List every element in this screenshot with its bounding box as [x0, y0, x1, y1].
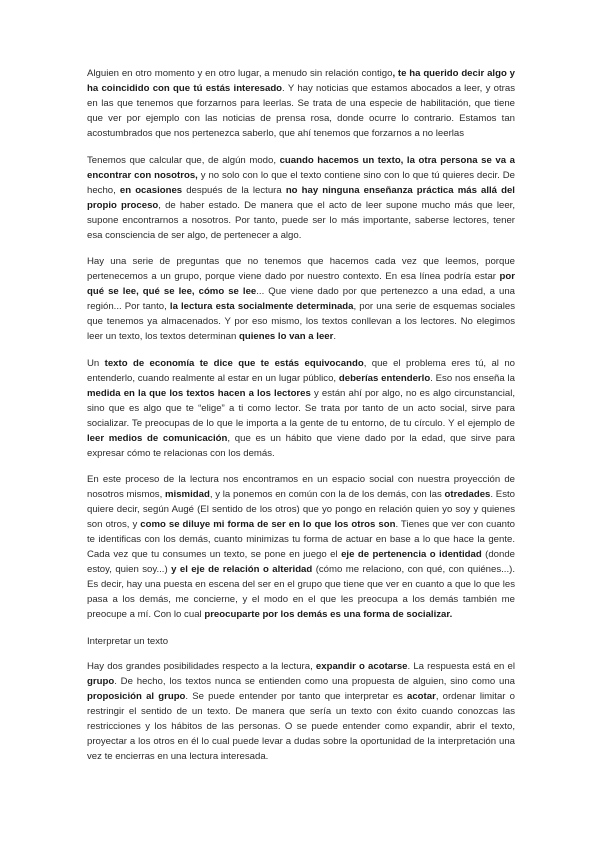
bold-text-run: expandir o acotarse [315, 660, 408, 672]
bold-text-run: eje de pertenencia o identidad [341, 549, 482, 560]
bold-text-run: quienes lo van a leer [238, 331, 334, 342]
text-run: Hay dos grandes posibilidades respecto a la lectura, [87, 660, 316, 672]
text-run: En este proceso de la lectura nos encontramos en un espacio social con nuestra proyección de nosotros mismos, [87, 474, 515, 500]
bold-text-run: la lectura esta socialmente determinada [169, 301, 354, 312]
text-run: , de haber estado. De manera que el acto de leer supone mucho más que leer, supone encontrarnos a nosotros. Por tanto, puede ser lo más importante, saberse lectores, tener esa consciencia de ser algo, de pertenecer a algo. [87, 199, 515, 241]
text-run: Un [87, 357, 105, 369]
section-heading: Interpretar un texto [87, 635, 169, 647]
text-run: . Se puede entender por tanto que interpretar es [185, 690, 408, 702]
text-run: ... Que viene dado por que pertenezco a una edad, a una región... Por tanto, [87, 286, 515, 312]
paragraph-5 [87, 472, 515, 622]
text-run: . Y hay noticias que estamos abocados a leer, y otras en las que tenemos que forzarnos para leerlas. Se trata de una especie de habilitación, que tiene que ver por ejemplo con las noticias de prensa rosa, donde ocurre lo contrario. Estamos tan acostumbrados que nos pertenezca saberlo, que ahí tenemos que forzarnos a no leerlas [87, 83, 515, 139]
bold-text-run: y el eje de relación o alteridad [171, 564, 313, 575]
bold-text-run: leer medios de comunicación [87, 432, 228, 444]
bold-text-run: deberías entenderlo [338, 372, 431, 384]
text-run: , y la ponemos en común con la de los demás, con las [209, 489, 445, 500]
bold-text-run: otredades [444, 489, 491, 500]
paragraph-2 [87, 153, 515, 243]
text-run: . De hecho, los textos nunca se entienden como una propuesta de alguien, sino como una [114, 675, 515, 687]
paragraph-6 [87, 659, 515, 764]
bold-text-run: , te ha querido decir algo y ha coincidido con que tú estás interesado [87, 68, 515, 94]
text-run: Tenemos que calcular que, de algún modo, [87, 154, 280, 166]
bold-text-run: medida en la que los textos hacen a los lectores [87, 387, 311, 399]
paragraph-1 [87, 66, 515, 141]
text-run: . Esto quiere decir, según Augé (El sentido de los otros) que yo pongo en relación quien yo soy y quienes son otros, y [87, 489, 516, 530]
bold-text-run: texto de economía te dice que te estás equivocando [104, 357, 364, 369]
bold-text-run: acotar [407, 690, 436, 702]
bold-text-run: cuando hacemos un texto, la otra persona se va a encontrar con nosotros, [87, 154, 515, 181]
text-run: Hay una serie de preguntas que no tenemos que hacemos cada vez que leemos, porque pertenecemos a un grupo, porque viene dado por nuestro contexto. En esa línea podría estar [87, 256, 515, 282]
bold-text-run: por qué se lee, qué se lee, cómo se lee [87, 271, 515, 297]
bold-text-run: no hay ninguna enseñanza práctica más allá del propio proceso [87, 184, 515, 211]
text-run: , ordenar limitar o restringir el sentido de un texto. De manera que sería un texto con éxito cuando conozcas las restricciones y los hábitos de las personas. O se puede entender como expandir, abrir el texto, proyectar a los otros en él lo cual puede levar a dudas sobre la oportunidad de la interpretación una vez te encierras en una lectura interesada. [87, 690, 515, 762]
text-run: . Eso nos enseña la [430, 372, 515, 384]
bold-text-run: mismidad [165, 489, 210, 500]
text-run: , que es un hábito que viene dado por la edad, que sirve para expresar cómo te relacionas con los demás. [87, 432, 516, 459]
bold-text-run: grupo [87, 675, 115, 687]
text-run: , por una serie de esquemas sociales que tenemos ya almacenados. Y por eso mismo, los textos conllevan a los lectores. No elegimos leer un texto, los textos determinan [87, 301, 516, 342]
bold-text-run: preocuparte por los demás es una forma de socializar. [204, 609, 453, 620]
bold-text-run: como se diluye mi forma de ser en lo que los otros son [140, 519, 396, 530]
document-page [87, 66, 515, 775]
bold-text-run: proposición al grupo [87, 690, 186, 702]
text-run: y están ahí por algo, no es algo circunstancial, sino que es algo que te “elige” a ti como lector. Se trata por tanto de un acto social, sirve para socializar. Te preocupas de lo que le importa a la gente de tu entorno, de tu círculo. Y el ejemplo de [87, 387, 515, 429]
text-run: . La respuesta está en el [407, 660, 515, 672]
text-run: Alguien en otro momento y en otro lugar, a menudo sin relación contigo [87, 68, 393, 79]
text-run: (donde estoy, quien soy...) [87, 549, 516, 575]
bold-text-run: en ocasiones [119, 184, 183, 196]
text-run: después de la lectura [182, 184, 286, 196]
text-run: . [333, 331, 337, 342]
text-run: y no solo con lo que el texto contiene sino con lo que tú quieres decir. De hecho, [87, 169, 515, 196]
paragraph-3 [87, 254, 515, 344]
text-run: . Tienes que ver con cuanto te identificas con los demás, cuanto minimizas tu forma de actuar en base a lo que hace la gente. Cada vez que tu consumes un texto, se pone en juego el [87, 519, 515, 560]
paragraph-4 [87, 356, 515, 461]
text-run: , que el problema eres tú, al no entenderlo, cuando realmente al estar en un lugar público, [87, 357, 515, 384]
text-run: (cómo me relaciono, con qué, con quiénes...). Es decir, hay una puesta en escena del ser en el grupo que tiene que ver en cuanto a que lo que les pasa a los demás, me concierne, y el modo en el que les preocupa a los demás también me preocupe a mí. Con lo cual [87, 564, 515, 620]
